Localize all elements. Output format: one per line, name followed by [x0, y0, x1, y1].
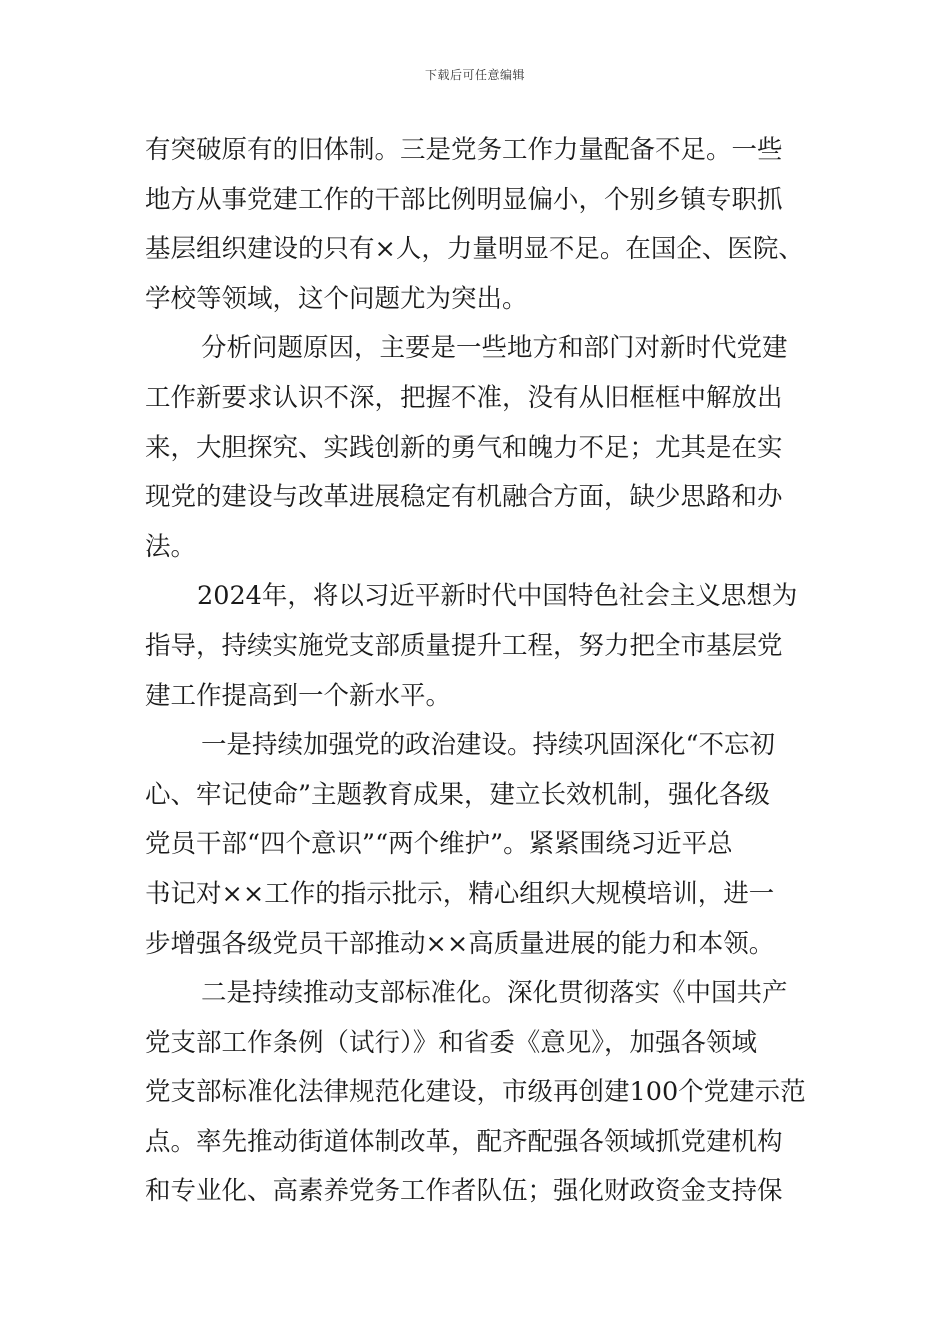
text-line: 心、牢记使命”主题教育成果，建立长效机制，强化各级: [145, 779, 771, 810]
paragraph-first-line: 2024年，将以习近平新时代中国特色社会主义思想为: [197, 581, 798, 612]
text-line: 步增强各级党员干部推动××高质量进展的能力和本领。: [145, 928, 775, 959]
text-line: 地方从事党建工作的干部比例明显偏小，个别乡镇专职抓: [145, 184, 783, 215]
page-header: 下载后可任意编辑: [424, 68, 525, 82]
text-line: 党支部工作条例（试行）》和省委《意见》，加强各领域: [145, 1027, 758, 1058]
text-line: 党支部标准化法律规范化建设，市级再创建100个党建示范: [145, 1077, 806, 1108]
text-line: 工作新要求认识不深，把握不准，没有从旧框框中解放出: [145, 382, 783, 413]
text-line: 党员干部“四个意识”“两个维护”。紧紧围绕习近平总: [145, 829, 733, 860]
text-line: 指导，持续实施党支部质量提升工程，努力把全市基层党: [145, 630, 783, 661]
text-line: 建工作提高到一个新水平。: [145, 680, 452, 711]
text-line: 学校等领域，这个问题尤为突出。: [145, 283, 528, 314]
text-line: 书记对××工作的指示批示，精心组织大规模培训，进一: [145, 878, 775, 909]
text-line: 点。率先推动街道体制改革，配齐配强各领域抓党建机构: [145, 1126, 783, 1157]
text-line: 有突破原有的旧体制。三是党务工作力量配备不足。一些: [145, 135, 783, 165]
paragraph-first-line: 一是持续加强党的政治建设。持续巩固深化“不忘初: [201, 730, 776, 761]
text-line: 来，大胆探究、实践创新的勇气和魄力不足；尤其是在实: [145, 432, 783, 463]
text-line: 和专业化、高素养党务工作者队伍；强化财政资金支持保: [145, 1176, 783, 1207]
text-line: 基层组织建设的只有×人，力量明显不足。在国企、医院、: [145, 234, 804, 265]
document-body: [145, 126, 835, 1217]
paragraph-first-line: 分析问题原因，主要是一些地方和部门对新时代党建: [201, 333, 788, 364]
text-line: 现党的建设与改革进展稳定有机融合方面，缺少思路和办: [145, 482, 783, 513]
paragraph-first-line: 二是持续推动支部标准化。深化贯彻落实《中国共产: [201, 978, 788, 1009]
text-line: 法。: [145, 531, 197, 562]
